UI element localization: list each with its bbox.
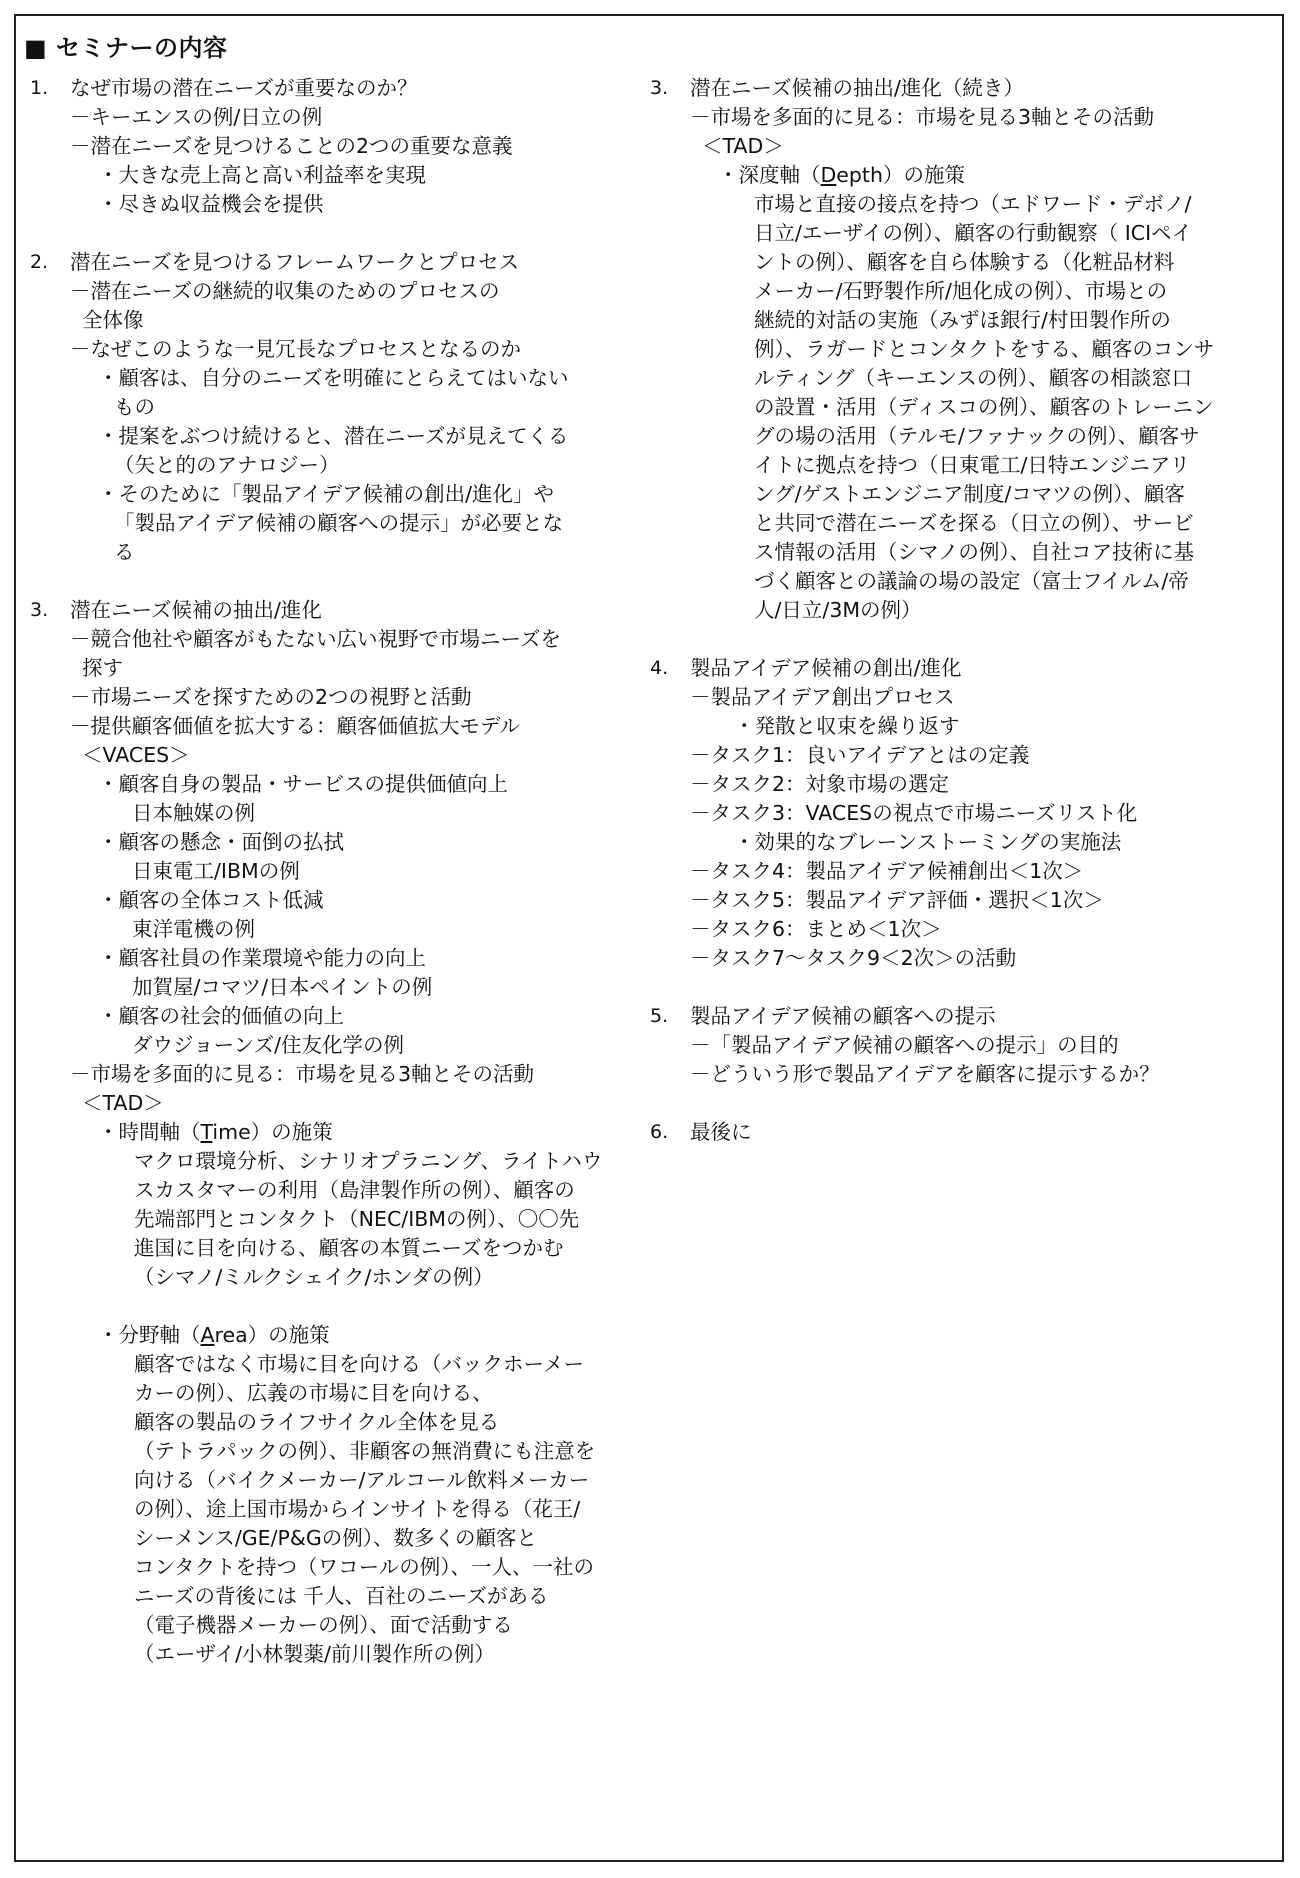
paragraph-line: 進国に目を向ける、顧客の本質ニーズをつかむ (134, 1236, 564, 1260)
section-number: 6. (650, 1121, 669, 1143)
list-item: －どういう形で製品アイデアを顧客に提示するか？ (690, 1062, 1160, 1086)
list-item-cont: ＜VACES＞ (82, 743, 190, 767)
bullet-example: 日本触媒の例 (132, 801, 255, 825)
section-number: 3. (30, 599, 49, 621)
section-3-continued (650, 74, 1246, 625)
section-2-title (30, 248, 630, 277)
paragraph-line: 顧客ではなく市場に目を向ける（バックホーメー (134, 1352, 584, 1376)
list-item-cont: ＜TAD＞ (702, 134, 784, 158)
task-item: －タスク5：製品アイデア評価・選択＜1次＞ (690, 888, 1104, 912)
section-title-text: 潜在ニーズ候補の抽出/進化 (70, 598, 322, 622)
heading-post: ime）の施策 (212, 1120, 333, 1144)
section-1-title (30, 74, 630, 103)
task-item: －タスク6：まとめ＜1次＞ (690, 917, 942, 941)
paragraph-line: 継続的対話の実施（みずほ銀行/村田製作所の (754, 308, 1171, 332)
bullet-example: 加賀屋/コマツ/日本ペイントの例 (132, 975, 433, 999)
heading-underlined-letter: T (200, 1120, 213, 1144)
bullet-item: ・顧客の全体コスト低減 (98, 888, 324, 912)
paragraph-line: （シマノ/ミルクシェイク/ホンダの例） (134, 1265, 494, 1289)
paragraph-line: づく顧客との議論の場の設定（富士フイルム/帝 (754, 569, 1189, 593)
bullet-example: 日東電工/IBMの例 (132, 859, 300, 883)
section-6-title (650, 1118, 1246, 1147)
bullet-item: ・そのために「製品アイデア候補の創出/進化」や (98, 482, 555, 506)
bullet-example: ダウジョーンズ/住友化学の例 (132, 1033, 404, 1057)
section-number: 5. (650, 1005, 669, 1027)
heading-post: rea）の施策 (214, 1323, 330, 1347)
depth-axis-heading (650, 161, 1246, 190)
paragraph-line: 人/日立/3Mの例） (754, 598, 922, 622)
section-4 (650, 654, 1246, 973)
paragraph-line: 顧客の製品のライフサイクル全体を見る (134, 1410, 500, 1434)
section-3-cont-title (650, 74, 1246, 103)
task-item: －タスク4：製品アイデア候補創出＜1次＞ (690, 859, 1084, 883)
bullet-item: ・顧客社員の作業環境や能力の向上 (98, 946, 426, 970)
section-title-text: 最後に (690, 1120, 752, 1144)
paragraph-line: ニーズの背後には 千人、百社のニーズがある (134, 1584, 549, 1608)
left-column (30, 74, 630, 1698)
section-title-text: なぜ市場の潜在ニーズが重要なのか？ (70, 76, 418, 100)
list-item: －市場ニーズを探すための2つの視野と活動 (70, 685, 472, 709)
area-axis-heading (30, 1321, 630, 1350)
paragraph-line: スカスタマーの利用（島津製作所の例）、顧客の (134, 1178, 575, 1202)
section-title-text: 製品アイデア候補の創出/進化 (690, 656, 962, 680)
paragraph-line: ントの例）、顧客を自ら体験する（化粧品材料 (754, 250, 1175, 274)
bullet-item: ・大きな売上高と高い利益率を実現 (98, 163, 426, 187)
heading-pre: ・分野軸（ (98, 1323, 201, 1347)
paragraph-line: ルティング（キーエンスの例）、顧客の相談窓口 (754, 366, 1193, 390)
heading-pre: ・深度軸（ (718, 163, 821, 187)
bullet-item: ・顧客の社会的価値の向上 (98, 1004, 344, 1028)
right-column (650, 74, 1246, 1176)
paragraph-line: グの場の活用（テルモ/ファナックの例）、顧客サ (754, 424, 1200, 448)
bullet-item: ・顧客自身の製品・サービスの提供価値向上 (98, 772, 508, 796)
section-3-title (30, 596, 630, 625)
bullet-item: ・尽きぬ収益機会を提供 (98, 192, 324, 216)
section-5 (650, 1002, 1246, 1089)
heading-pre: ・時間軸（ (98, 1120, 201, 1144)
paragraph-line: カーの例）、広義の市場に目を向ける、 (134, 1381, 493, 1405)
bullet-item: ・顧客の懸念・面倒の払拭 (98, 830, 344, 854)
list-item: －提供顧客価値を拡大する：顧客価値拡大モデル (70, 714, 520, 738)
bullet-item-cont: もの (114, 395, 155, 419)
bullet-item: ・効果的なブレーンストーミングの実施法 (734, 830, 1122, 854)
section-number: 1. (30, 77, 49, 99)
paragraph-line: 向ける（バイクメーカー/アルコール飲料メーカー (134, 1468, 590, 1492)
list-item-cont: ＜TAD＞ (82, 1091, 164, 1115)
section-5-title (650, 1002, 1246, 1031)
list-item: －潜在ニーズを見つけることの2つの重要な意義 (70, 134, 513, 158)
paragraph-line: コンタクトを持つ（ワコールの例）、一人、一社の (134, 1555, 595, 1579)
section-heading: ■ セミナーの内容 (24, 34, 228, 62)
bullet-item-cont: 「製品アイデア候補の顧客への提示」が必要とな (114, 511, 564, 535)
list-item: －「製品アイデア候補の顧客への提示」の目的 (690, 1033, 1119, 1057)
section-number: 4. (650, 657, 669, 679)
paragraph-line: （テトラパックの例）、非顧客の無消費にも注意を (134, 1439, 596, 1463)
paragraph-line: シーメンス/GE/P&Gの例）、数多くの顧客と (134, 1526, 537, 1550)
paragraph-line: （電子機器メーカーの例）、面で活動する (134, 1613, 513, 1637)
section-4-title (650, 654, 1246, 683)
heading-underlined-letter: A (200, 1323, 215, 1347)
section-title-text: 潜在ニーズ候補の抽出/進化（続き） (690, 76, 1024, 100)
list-item: －キーエンスの例/日立の例 (70, 105, 323, 129)
section-2 (30, 248, 630, 567)
paragraph-line: 例）、ラガードとコンタクトをする、顧客のコンサ (754, 337, 1215, 361)
paragraph-line: マクロ環境分析、シナリオプラニング、ライトハウ (134, 1149, 603, 1173)
task-item: －タスク7～タスク9＜2次＞の活動 (690, 946, 1017, 970)
task-item: －タスク2：対象市場の選定 (690, 772, 950, 796)
task-item: －タスク1：良いアイデアとはの定義 (690, 743, 1030, 767)
heading-underlined-letter: D (820, 163, 837, 187)
paragraph-line: の例）、途上国市場からインサイトを得る（花王/ (134, 1497, 581, 1521)
paragraph-line: と共同で潜在ニーズを探る（日立の例）、サービ (754, 511, 1194, 535)
paragraph-line: 市場と直接の接点を持つ（エドワード・デボノ/ (754, 192, 1192, 216)
bullet-example: 東洋電機の例 (132, 917, 255, 941)
section-3 (30, 596, 630, 1669)
spacer (30, 1292, 630, 1321)
bullet-item: ・提案をぶつけ続けると、潜在ニーズが見えてくる (98, 424, 569, 448)
paragraph-line: 日立/エーザイの例）、顧客の行動観察（ ICIペイ (754, 221, 1193, 245)
bullet-item-cont: （矢と的のアナロジー） (114, 453, 340, 477)
list-item: －潜在ニーズの継続的収集のためのプロセスの (70, 279, 500, 303)
list-item: －市場を多面的に見る：市場を見る3軸とその活動 (690, 105, 1155, 129)
list-item: －なぜこのような一見冗長なプロセスとなるのか (70, 337, 521, 361)
section-title-text: 製品アイデア候補の顧客への提示 (690, 1004, 996, 1028)
heading-post: epth）の施策 (836, 163, 965, 187)
bullet-item: ・顧客は、自分のニーズを明確にとらえてはいない (98, 366, 569, 390)
list-item: －市場を多面的に見る：市場を見る3軸とその活動 (70, 1062, 535, 1086)
section-6 (650, 1118, 1246, 1147)
paragraph-line: イトに拠点を持つ（日東電工/日特エンジニアリ (754, 453, 1191, 477)
section-number: 3. (650, 77, 669, 99)
paragraph-line: ング/ゲストエンジニア制度/コマツの例）、顧客 (754, 482, 1185, 506)
list-item-cont: 探す (82, 656, 123, 680)
bullet-item: ・発散と収束を繰り返す (734, 714, 960, 738)
task-item: －タスク3：VACESの視点で市場ニーズリスト化 (690, 801, 1138, 825)
paragraph-line: の設置・活用（ディスコの例）、顧客のトレーニン (754, 395, 1214, 419)
paragraph-line: （エーザイ/小林製薬/前川製作所の例） (134, 1642, 495, 1666)
bullet-item-cont: る (114, 540, 135, 564)
section-1 (30, 74, 630, 219)
paragraph-line: ス情報の活用（シマノの例）、自社コア技術に基 (754, 540, 1195, 564)
section-number: 2. (30, 251, 49, 273)
list-item: －製品アイデア創出プロセス (690, 685, 955, 709)
list-item: －競合他社や顧客がもたない広い視野で市場ニーズを (70, 627, 561, 651)
time-axis-heading (30, 1118, 630, 1147)
list-item-cont: 全体像 (82, 308, 144, 332)
section-title-text: 潜在ニーズを見つけるフレームワークとプロセス (70, 250, 520, 274)
paragraph-line: メーカー/石野製作所/旭化成の例）、市場との (754, 279, 1168, 303)
paragraph-line: 先端部門とコンタクト（NEC/IBMの例）、〇〇先 (134, 1207, 580, 1231)
